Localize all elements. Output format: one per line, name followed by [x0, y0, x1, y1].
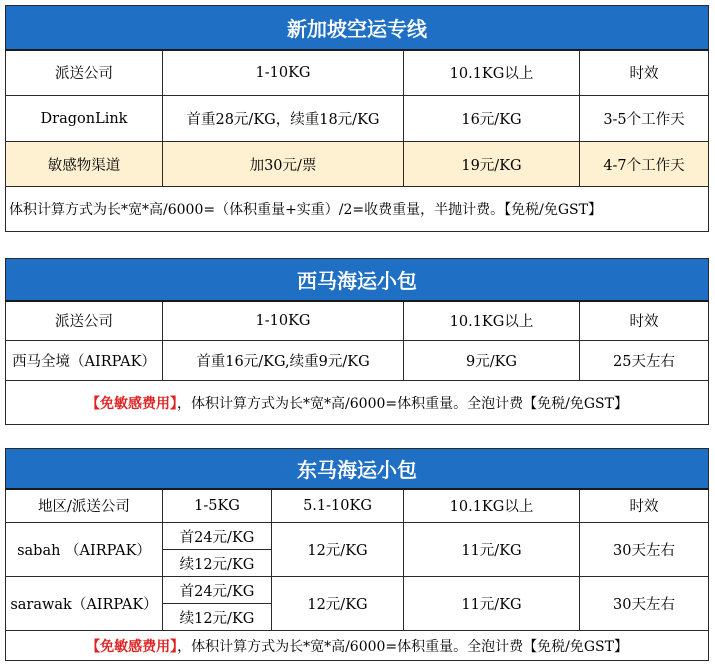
note-text: ，体积计算方式为长*宽*高/6000=体积重量。全泡计费【免税/免GST】 [177, 395, 628, 412]
table-row [6, 577, 709, 604]
header-region: 地区/派送公司 [6, 489, 163, 523]
cell-extra-weight: 续12元/KG [163, 604, 272, 631]
table-title: 西马海运小包 [6, 259, 709, 301]
table-note [6, 381, 709, 425]
header-time: 时效 [580, 489, 709, 523]
header-over-10kg: 10.1KG以上 [404, 50, 580, 96]
cell-time: 30天左右 [580, 523, 709, 577]
cell-first-weight: 首24元/KG [163, 577, 272, 604]
cell-first-price: 首重28元/KG，续重18元/KG [163, 96, 404, 142]
table-note: 体积计算方式为长*宽*高/6000=（体积重量+实重）/2=收费重量，半抛计费。【免税/免GST】 [6, 187, 709, 232]
cell-time: 4-7个工作天 [580, 142, 709, 187]
table-note [6, 631, 709, 661]
note-highlight: 【免敏感费用】 [86, 638, 178, 655]
cell-first-weight: 首24元/KG [163, 523, 272, 550]
table-row-highlighted [6, 142, 709, 187]
cell-company: 西马全境（AIRPAK） [6, 341, 163, 381]
cell-over-price: 11元/KG [404, 523, 580, 577]
cell-time: 25天左右 [580, 341, 709, 381]
cell-company: 敏感物渠道 [6, 142, 163, 187]
note-text: ，体积计算方式为长*宽*高/6000=体积重量。全泡计费【免税/免GST】 [177, 638, 628, 655]
cell-mid-price: 12元/KG [272, 577, 404, 631]
cell-over-price: 19元/KG [404, 142, 580, 187]
cell-region: sarawak（AIRPAK） [6, 577, 163, 631]
header-over-10kg: 10.1KG以上 [404, 301, 580, 341]
cell-over-price: 11元/KG [404, 577, 580, 631]
east-malaysia-sea-table [5, 448, 709, 661]
west-malaysia-sea-table [5, 258, 709, 425]
cell-extra-weight: 续12元/KG [163, 550, 272, 577]
cell-mid-price: 12元/KG [272, 523, 404, 577]
table-title: 东马海运小包 [6, 449, 709, 489]
header-1-10kg: 1-10KG [163, 301, 404, 341]
table-row [6, 341, 709, 381]
singapore-air-table [5, 5, 709, 232]
cell-region: sabah （AIRPAK） [6, 523, 163, 577]
cell-company: DragonLink [6, 96, 163, 142]
header-1-10kg: 1-10KG [163, 50, 404, 96]
header-company: 派送公司 [6, 50, 163, 96]
header-5-10kg: 5.1-10KG [272, 489, 404, 523]
cell-first-price: 首重16元/KG,续重9元/KG [163, 341, 404, 381]
header-time: 时效 [580, 301, 709, 341]
cell-time: 3-5个工作天 [580, 96, 709, 142]
header-1-5kg: 1-5KG [163, 489, 272, 523]
header-company: 派送公司 [6, 301, 163, 341]
cell-first-price: 加30元/票 [163, 142, 404, 187]
cell-over-price: 9元/KG [404, 341, 580, 381]
table-title: 新加坡空运专线 [6, 6, 709, 50]
cell-time: 30天左右 [580, 577, 709, 631]
table-row [6, 523, 709, 550]
header-time: 时效 [580, 50, 709, 96]
note-highlight: 【免敏感费用】 [86, 395, 178, 412]
table-row [6, 96, 709, 142]
cell-over-price: 16元/KG [404, 96, 580, 142]
header-over-10kg: 10.1KG以上 [404, 489, 580, 523]
